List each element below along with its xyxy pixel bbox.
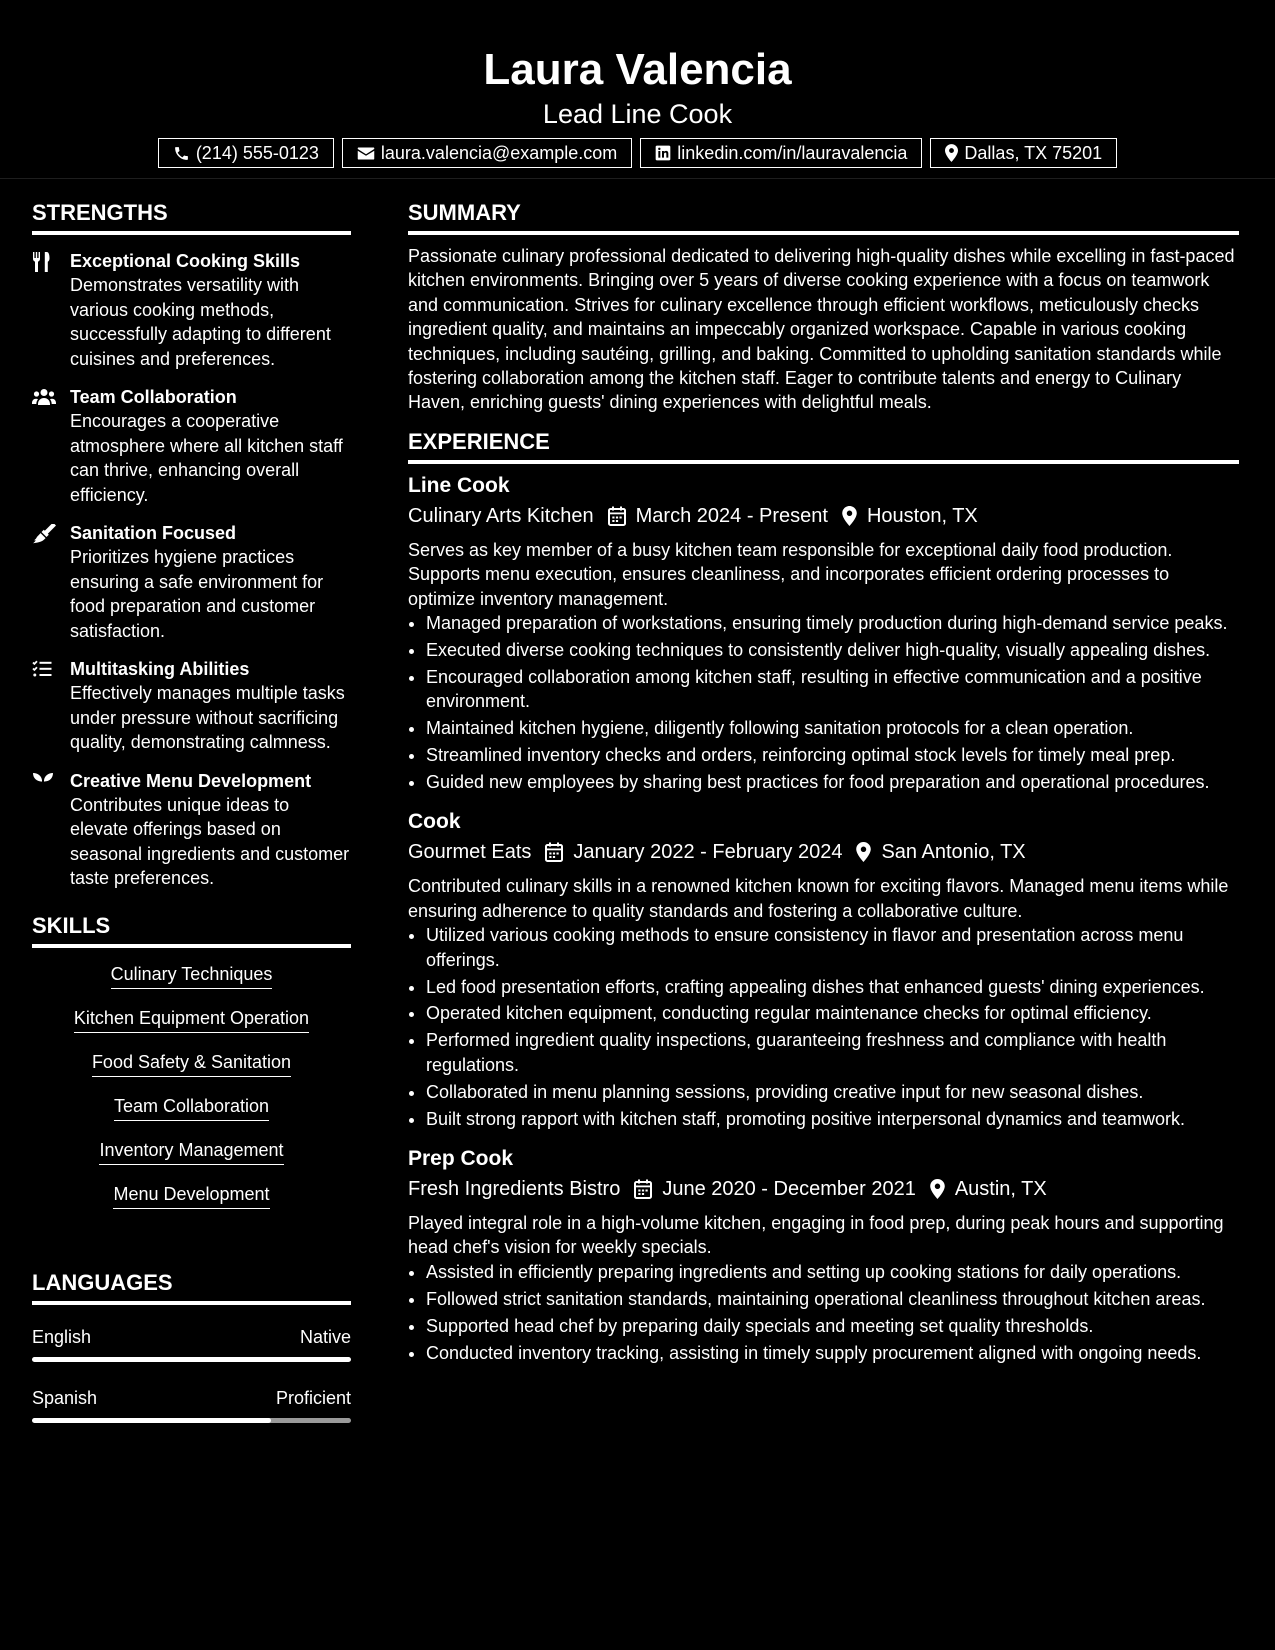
list-check-icon: [32, 660, 52, 678]
job-bullet: • Performed ingredient quality inspections, guaranteeing freshness and compliance with health regulations.: [426, 1028, 1239, 1077]
skill-tag: Culinary Techniques: [111, 962, 273, 989]
job-dates: January 2022 - February 2024: [573, 841, 843, 864]
language-proficiency-fill: [32, 1418, 271, 1423]
strength-description: Effectively manages multiple tasks under pressure without sacrificing quality, demonstrating calmness.: [70, 683, 345, 752]
linkedin-icon: [655, 145, 671, 161]
broom-icon: [32, 524, 56, 544]
strength-description: Contributes unique ideas to elevate offerings based on seasonal ingredients and customer taste preferences.: [70, 794, 350, 888]
map-pin-icon: [945, 144, 958, 162]
job-description: Played integral role in a high-volume kitchen, engaging in food prep, during peak hours and supporting head chef's vision for weekly specials.: [408, 1212, 1224, 1258]
strength-title: Exceptional Cooking Skills: [70, 251, 301, 271]
job-bullet: • Encouraged collaboration among kitchen staff, resulting in effective communication and a positive environment.: [426, 665, 1239, 714]
job-bullets: [408, 611, 1239, 794]
calendar-icon: [608, 506, 626, 526]
job-entry: [408, 472, 1239, 795]
job-bullet: • Streamlined inventory checks and orders, reinforcing optimal stock levels for timely meal prep.: [426, 743, 1239, 767]
job-bullet: • Guided new employees by sharing best practices for food preparation and operational procedures.: [426, 770, 1239, 794]
skill-tag: Team Collaboration: [114, 1094, 269, 1121]
job-bullet: • Supported head chef by preparing daily specials and meeting set quality thresholds.: [426, 1314, 1239, 1338]
strength-title: Creative Menu Development: [70, 770, 312, 791]
contact-bar: [0, 138, 1275, 168]
language-proficiency-bar: [32, 1357, 351, 1362]
contact-linkedin-text: linkedin.com/in/lauravalencia: [677, 143, 908, 163]
job-company: Gourmet Eats: [408, 841, 532, 864]
language-name: Spanish: [32, 1387, 98, 1408]
utensils-icon: [32, 252, 50, 272]
contact-phone-text: (214) 555-0123: [195, 143, 319, 163]
job-company: Fresh Ingredients Bistro: [408, 1177, 621, 1200]
job-bullets: [408, 1260, 1239, 1365]
strength-description: Prioritizes hygiene practices ensuring a safe environment for food preparation and customer satisfaction.: [70, 547, 324, 641]
contact-email[interactable]: [342, 138, 632, 168]
phone-icon: [173, 145, 190, 162]
job-location: San Antonio, TX: [881, 841, 1026, 864]
experience-list: [408, 472, 1239, 1365]
job-title: Line Cook: [408, 473, 510, 497]
contact-location-text: Dallas, TX 75201: [964, 143, 1103, 163]
strength-title: Team Collaboration: [70, 387, 237, 407]
seedling-icon: [32, 772, 54, 792]
job-meta: [408, 1175, 1239, 1203]
job-bullet: • Led food presentation efforts, crafting appealing dishes that enhanced guests' dining experiences.: [426, 975, 1239, 999]
job-dates: March 2024 - Present: [635, 504, 828, 527]
summary-heading: SUMMARY: [408, 200, 1239, 235]
job-dates: June 2020 - December 2021: [662, 1177, 916, 1200]
map-pin-icon: [842, 506, 857, 526]
calendar-icon: [634, 1179, 652, 1199]
strength-item: [32, 249, 351, 371]
job-description: Contributed culinary skills in a renowned kitchen known for exciting flavors. Managed menu items while ensuring adherence to quality standards and fostering a collaborative culture.: [408, 876, 1229, 921]
languages-list: [32, 1325, 351, 1423]
experience-heading: EXPERIENCE: [408, 429, 1239, 464]
job-bullet: • Assisted in efficiently preparing ingredients and setting up cooking stations for daily operations.: [426, 1260, 1239, 1284]
job-bullet: • Executed diverse cooking techniques to consistently deliver high-quality, visually appealing dishes.: [426, 638, 1239, 662]
language-proficiency-bar: [32, 1418, 351, 1423]
job-meta: [408, 838, 1239, 866]
left-column: [32, 200, 351, 1447]
strength-item: [32, 769, 351, 891]
strength-item: [32, 385, 351, 507]
job-bullet: • Conducted inventory tracking, assisting in timely supply procurement aligned with ongoing needs.: [426, 1341, 1239, 1365]
strengths-list: [32, 249, 351, 891]
candidate-name: Laura Valencia: [483, 45, 792, 94]
language-level: Native: [299, 1326, 351, 1347]
job-location: Austin, TX: [954, 1177, 1047, 1200]
strength-description: Demonstrates versatility with various cooking methods, successfully adapting to different cuisines and preferences.: [70, 275, 331, 369]
language-proficiency-fill: [32, 1357, 351, 1362]
contact-email-text: laura.valencia@example.com: [380, 143, 618, 163]
skill-tag: Menu Development: [113, 1182, 269, 1209]
strength-title: Sanitation Focused: [70, 523, 237, 543]
strength-title: Multitasking Abilities: [70, 659, 250, 679]
job-company: Culinary Arts Kitchen: [408, 504, 594, 527]
map-pin-icon: [856, 842, 871, 862]
job-meta: [408, 502, 1239, 530]
skills-heading: SKILLS: [32, 913, 351, 948]
job-bullet: • Built strong rapport with kitchen staff, promoting positive interpersonal dynamics and teamwork.: [426, 1107, 1239, 1131]
resume-header: [0, 0, 1275, 179]
skill-tag: Kitchen Equipment Operation: [74, 1006, 309, 1033]
strength-description: Encourages a cooperative atmosphere where all kitchen staff can thrive, enhancing overall efficiency.: [70, 411, 343, 505]
contact-location: [930, 138, 1117, 168]
job-title: Cook: [408, 810, 461, 834]
users-icon: [32, 388, 56, 406]
skill-tag: Food Safety & Sanitation: [92, 1050, 291, 1077]
summary-text: Passionate culinary professional dedicated to delivering high-quality dishes while excelling in fast-paced kitchen environments. Bringing over 5 years of diverse cooking experience with a focus on teamwork and communication. Strives for culinary excellence through efficient workflows, meticulously checks ingredient quality, and maintains an impeccably organized workspace. Capable in various cooking techniques, including sautéing, grilling, and baking. Committed to upholding sanitation standards while fostering collaboration among the kitchen staff. Eager to contribute talents and energy to Culinary Haven, enriching guests' dining experiences with delightful meals.: [408, 246, 1235, 413]
map-pin-icon: [930, 1179, 945, 1199]
language-name: English: [32, 1326, 92, 1347]
job-location: Houston, TX: [866, 504, 978, 527]
skills-list: [32, 962, 351, 1226]
strengths-heading: STRENGTHS: [32, 200, 351, 235]
job-bullet: • Operated kitchen equipment, conducting regular maintenance checks for optimal efficiency.: [426, 1001, 1239, 1025]
language-level: Proficient: [275, 1387, 351, 1408]
envelope-icon: [357, 146, 375, 161]
strength-item: [32, 657, 351, 755]
job-bullet: • Collaborated in menu planning sessions, providing creative input for new seasonal dishes.: [426, 1080, 1239, 1104]
calendar-icon: [545, 842, 563, 862]
languages-heading: LANGUAGES: [32, 1270, 351, 1305]
job-entry: [408, 808, 1239, 1131]
contact-linkedin[interactable]: [640, 138, 922, 168]
strength-item: [32, 521, 351, 643]
job-title: Prep Cook: [408, 1146, 514, 1170]
job-description: Serves as key member of a busy kitchen team responsible for exceptional daily food production. Supports menu execution, ensures cleanliness, and incorporates efficient ordering processes to optimize inventory management.: [408, 539, 1173, 609]
job-bullet: • Maintained kitchen hygiene, diligently following sanitation protocols for a clean operation.: [426, 716, 1239, 740]
language-item: [32, 1386, 351, 1423]
language-item: [32, 1325, 351, 1362]
right-column: [408, 200, 1239, 1367]
contact-phone[interactable]: [158, 138, 334, 168]
skill-tag: Inventory Management: [99, 1138, 283, 1165]
job-bullet: • Utilized various cooking methods to ensure consistency in flavor and presentation across menu offerings.: [426, 923, 1239, 972]
job-bullet: • Managed preparation of workstations, ensuring timely production during high-demand service peaks.: [426, 611, 1239, 635]
job-entry: [408, 1145, 1239, 1365]
candidate-title: Lead Line Cook: [542, 99, 733, 129]
job-bullets: [408, 923, 1239, 1131]
job-bullet: • Followed strict sanitation standards, maintaining operational cleanliness throughout kitchen areas.: [426, 1287, 1239, 1311]
